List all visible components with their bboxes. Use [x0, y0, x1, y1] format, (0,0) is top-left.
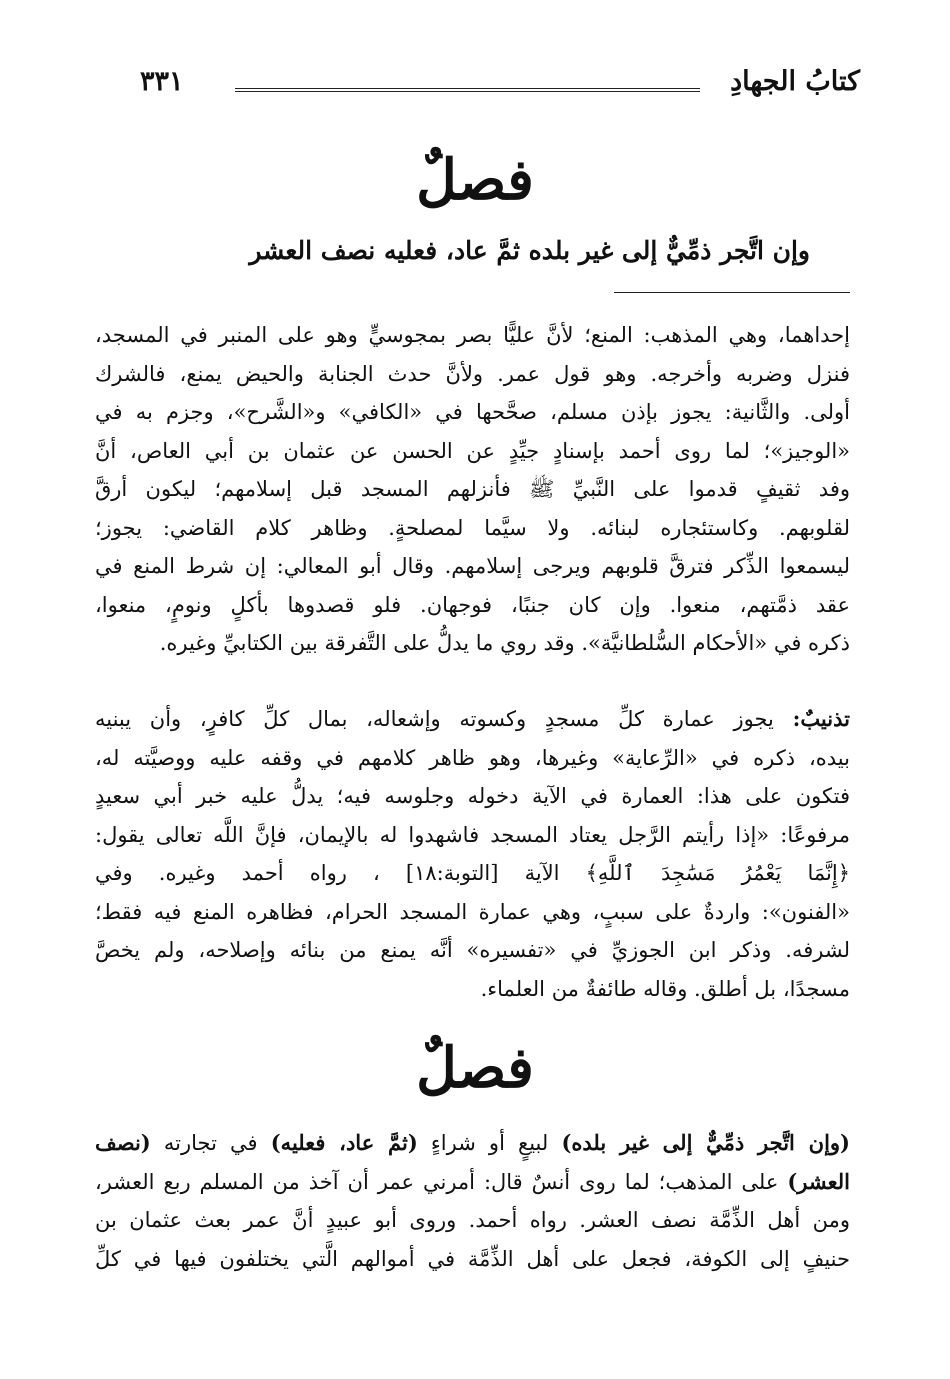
subtitle-rule	[614, 292, 850, 293]
text-line: فنزل وضربه وأخرجه. وهو قول عمر. ولأنَّ حدث الجنابة والحيض يمنع، فالشرك	[95, 361, 850, 386]
text-line: عقد ذمَّتهم، منعوا. وإن كان جنبًا، فوجهان. فلو قصدوها بأكلٍ ونومٍ، منعوا،	[95, 592, 850, 617]
chapter-subtitle: وإن اتَّجر ذمِّيٌّ إلى غير بلده ثمَّ عاد، فعليه نصف العشر	[249, 236, 810, 265]
paragraph-2	[95, 700, 850, 1008]
text-line: وفد ثقيفٍ قدموا على النَّبيِّ ﷺ فأنزلهم المسجد قبل إسلامهم؛ ليكون أرقَّ	[95, 477, 850, 501]
text-line	[95, 700, 850, 739]
header-rule	[235, 88, 700, 92]
text-run: على المذهب؛ لما روى أنسٌ قال: أمرني عمر أن آخذ من المسلم ربع العشر،	[95, 1169, 779, 1194]
text-line: لشرفه. وذكر ابن الجوزيِّ في «تفسيره» أنَّه يمنع من بنائه وإصلاحه، ولم يخصَّ	[95, 938, 850, 962]
paragraph-1	[95, 316, 850, 663]
text-run: لبيعٍ أو شراءٍ	[430, 1131, 549, 1155]
running-header	[140, 62, 860, 106]
section-heading: فصلٌ	[416, 1035, 534, 1101]
text-line: حنيفٍ إلى الكوفة، فجعل على أهل الذِّمَّة في أموالهم الَّتي يختلفون فيها في كلِّ	[95, 1246, 850, 1271]
text-line: «الوجيز»؛ لما روى أحمد بإسنادٍ جيِّدٍ عن الحسن عن عثمان بن أبي العاص، أنَّ	[95, 438, 850, 463]
text-line: مرفوعًا: «إذا رأيتم الرَّجل يعتاد المسجد فاشهدوا له بالإيمان، فإنَّ اللَّه تعالى يقول:	[95, 822, 850, 847]
text-line: ليسمعوا الذِّكر فترقَّ قلوبهم ويرجى إسلامهم. وقال أبو المعالي: إن شرط المنع في	[95, 554, 850, 578]
text-run: يجوز عمارة كلِّ مسجدٍ وكسوته وإشعاله، بمال كلِّ كافرٍ، وأن يبنيه	[95, 707, 774, 731]
text-line: فتكون على هذا: العمارة في الآية دخوله وجلوسه فيه؛ يدلُّ عليه خبر أبي سعيدٍ	[95, 784, 850, 808]
text-line: ومن أهل الذِّمَّة نصف العشر. رواه أحمد. وروى أبو عبيدٍ أنَّ عمر بعث عثمان بن	[95, 1208, 850, 1232]
book-title: كتابُ الجهادِ	[730, 66, 860, 97]
text-line: مسجدًا، بل أطلق. وقاله طائفةٌ من العلماء.	[480, 976, 850, 1001]
text-line	[95, 1124, 850, 1163]
quran-verse-line: ﴿إِنَّمَا يَعْمُرُ مَسَٰجِدَ ٱللَّهِ﴾ الآية [التوبة:١٨] ، رواه أحمد وغيره. وفي	[95, 861, 850, 885]
text-line	[95, 1163, 850, 1202]
text-line: أولى. والثَّانية: يجوز بإذن مسلم، صحَّحها في «الكافي» و«الشَّرح»، وجزم به في	[95, 400, 850, 424]
page-number: ٣٣١	[140, 66, 184, 97]
text-line: ذكره في «الأحكام السُّلطانيَّة». وقد روي ما يدلُّ على التَّفرقة بين الكتابيِّ وغيره.	[159, 631, 850, 655]
matn-text: العشر)	[787, 1168, 850, 1194]
matn-text: (نصف	[95, 1130, 151, 1155]
text-line: لقلوبهم. وكاستئجاره لبنائه. ولا سيَّما لمصلحةٍ. وظاهر كلام القاضي: يجوز؛	[95, 515, 850, 540]
text-line: إحداهما، وهي المذهب: المنع؛ لأنَّ عليًّا بصر بمجوسيٍّ وهو على المنبر في المسجد،	[95, 323, 850, 347]
tadhnib-label: تذنيبٌ:	[792, 706, 850, 731]
matn-text: (ثمَّ عاد، فعليه)	[270, 1130, 418, 1155]
section-heading: فصلٌ	[416, 147, 534, 213]
matn-text: (وإن اتَّجر ذمِّيٌّ إلى غير بلده)	[561, 1130, 850, 1155]
paragraph-3	[95, 1124, 850, 1278]
text-run: في تجارته	[163, 1131, 258, 1155]
text-line: بيده، ذكره في «الرِّعاية» وغيرها، وهو ظاهر كلامهم في وقفه عليه ووصيَّته له،	[95, 745, 850, 770]
text-line: «الفنون»: واردةٌ على سببٍ، وهي عمارة المسجد الحرام، فظاهره المنع فيه فقط؛	[95, 899, 850, 924]
